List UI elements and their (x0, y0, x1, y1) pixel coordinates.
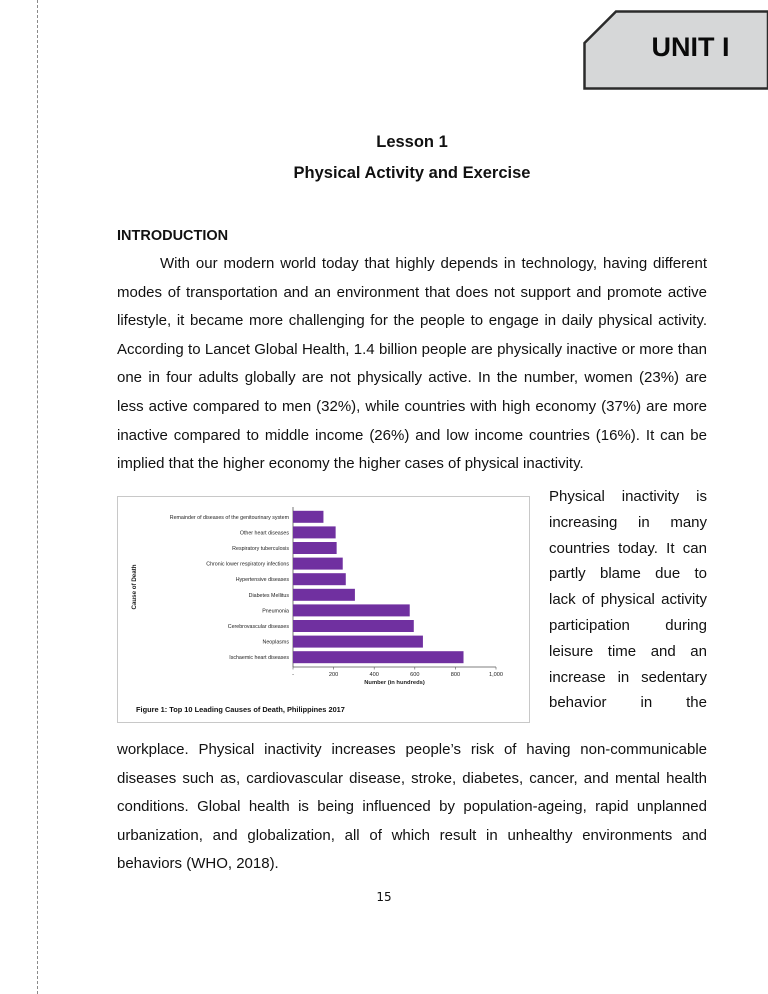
category-label: Ischaemic heart diseases (229, 655, 289, 662)
x-tick-label: 200 (328, 672, 339, 678)
bar (293, 511, 323, 523)
bar (293, 620, 414, 632)
bar (293, 636, 423, 648)
y-axis-title: Cause of Death (131, 564, 138, 610)
lesson-title: Physical Activity and Exercise (293, 164, 531, 182)
bar-chart (118, 497, 529, 722)
category-label: Hypertensive diseases (235, 577, 289, 584)
category-label: Neoplasms (262, 639, 289, 646)
category-label: Other heart diseases (239, 530, 289, 537)
bar (293, 589, 355, 601)
bar (293, 558, 343, 570)
category-label: Diabetes Mellitus (248, 592, 289, 599)
x-tick-label: 400 (369, 672, 379, 678)
bar (293, 573, 346, 585)
page-number: 15 (376, 890, 392, 904)
x-tick-label: 600 (410, 672, 420, 678)
intro-paragraph: With our modern world today that highly depends in technology, having different modes of transportation and an environment that does not support and promote active lifestyle, it became more challenging for the people to engage in daily physical activity. According to Lancet Global Health, 1.4 billion people are physically inactive or more than one in four adults globally are not physically active. In the number, women (23%) are less active compared to men (32%), while countries with high economy (37%) are more inactive compared to middle income (26%) and low income countries (16%). It can be implied that the higher economy the higher cases of physical inactivity. (117, 255, 707, 473)
continued-paragraph: workplace. Physical inactivity increases people’s risk of having non-communicable diseases such as, cardiovascular disease, stroke, diabetes, cancer, and mental health conditions. Global health is being influenced by population-ageing, rapid unplanned urbanization, and globalization, all of which result in unhealthy environments and behaviors (WHO, 2018). (117, 741, 707, 873)
bar (293, 604, 410, 616)
category-label: Cerebrovascular diseases (227, 624, 289, 630)
bar (293, 542, 337, 554)
x-tick-label: - (292, 672, 294, 678)
category-label: Chronic lower respiratory infections (206, 561, 289, 568)
margin-dashed-line (37, 0, 38, 994)
x-tick-label: 1,000 (489, 672, 503, 678)
category-label: Remainder of diseases of the genitourinary system (169, 514, 289, 521)
lesson-number: Lesson 1 (376, 133, 448, 151)
x-tick-label: 800 (450, 672, 461, 678)
category-label: Pneumonia (262, 608, 289, 615)
category-label: Respiratory tuberculosis (232, 546, 289, 552)
x-axis-title: Number (in hundreds) (364, 680, 425, 686)
section-heading: INTRODUCTION (117, 228, 229, 244)
bar (293, 526, 336, 538)
unit-tab (583, 10, 768, 90)
side-text: Physical inactivity is increasing in many countries today. It can partly blame due to lack of physical activity participation during leisure time and an increase in sedentary behavior in the (549, 488, 707, 712)
bar (293, 651, 464, 663)
figure-caption: Figure 1: Top 10 Leading Causes of Death, Philippines 2017 (136, 705, 345, 714)
chart-figure (117, 496, 530, 723)
unit-label: UNIT I (651, 32, 730, 62)
